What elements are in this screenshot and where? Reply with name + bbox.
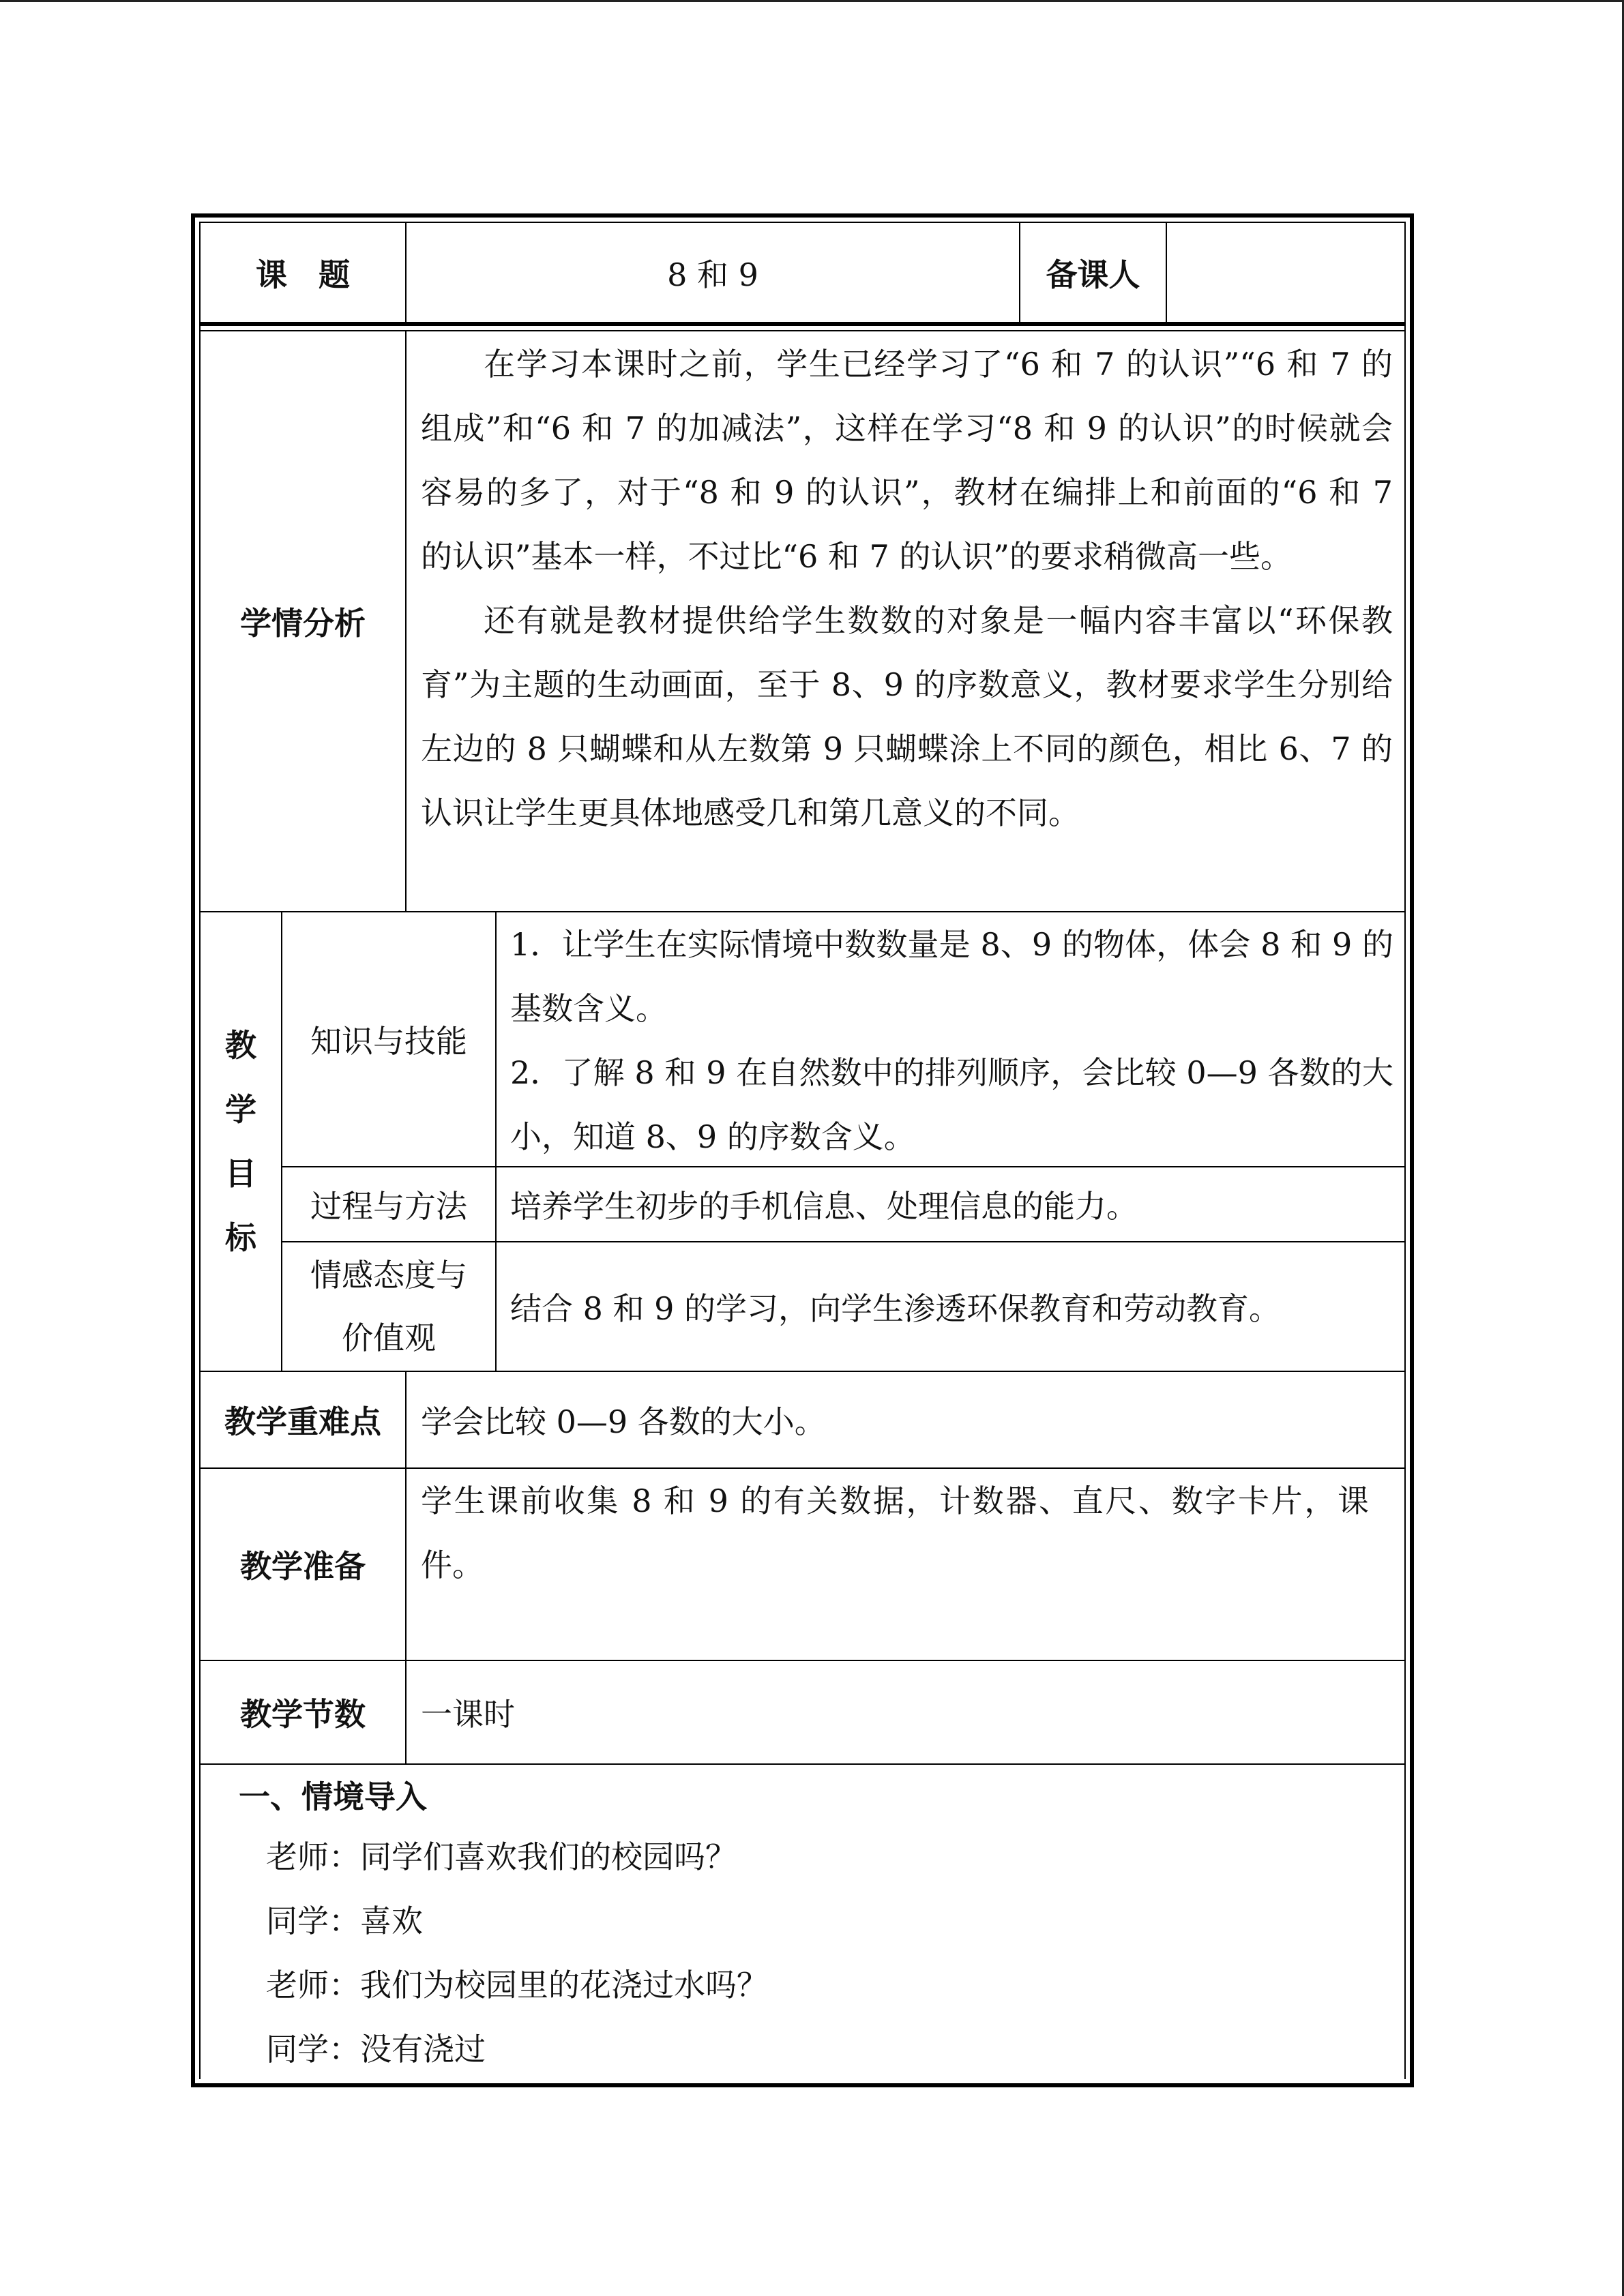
process-label: 过程与方法 xyxy=(310,1188,467,1225)
analysis-text xyxy=(421,332,1393,845)
divider xyxy=(405,331,407,911)
dialogue-line: 同学：喜欢 xyxy=(266,1903,423,1939)
divider xyxy=(405,1661,407,1763)
emotion-label-line: 价值观 xyxy=(342,1320,436,1356)
header-bottom-rule xyxy=(199,322,1406,326)
analysis-paragraph: 还有就是教材提供给学生数数的对象是一幅内容丰富以“环保教育”为主题的生动画面，至于 8、9 的序数意义，教材要求学生分别给左边的 8 只蝴蝶和从左数第 9 只蝴蝶涂上不同的颜色，相比 6、7 的认识让学生更具体地感受几和第几意义的不同。 xyxy=(421,602,1393,831)
emotion-label-line: 情感态度与 xyxy=(310,1257,467,1294)
objectives-label-char: 目 xyxy=(225,1155,256,1192)
preparation-text: 学生课前收集 8 和 9 的有关数据，计数器、直尺、数字卡片，课件。 xyxy=(421,1482,1369,1583)
preparer-value xyxy=(1167,223,1404,322)
objectives-label xyxy=(201,912,281,1371)
knowledge-item: 2．了解 8 和 9 在自然数中的排列顺序，会比较 0—9 各数的大小，知道 8、9 的序数含义。 xyxy=(510,1054,1393,1155)
key-points-label: 教学重难点 xyxy=(224,1403,381,1440)
preparer-label: 备课人 xyxy=(1046,256,1140,293)
dialogue-line: 老师：同学们喜欢我们的校园吗？ xyxy=(266,1838,737,1875)
divider xyxy=(405,1372,407,1467)
objectives-label-char: 教 xyxy=(225,1027,256,1064)
dialogue-line: 同学：没有浇过 xyxy=(266,2031,486,2068)
key-points-text: 学会比较 0—9 各数的大小。 xyxy=(421,1403,826,1440)
knowledge-text xyxy=(510,912,1393,1169)
dialogue-line: 老师：我们为校园里的花浇过水吗？ xyxy=(266,1967,768,2003)
periods-label: 教学节数 xyxy=(240,1696,366,1733)
process-text: 培养学生初步的手机信息、处理信息的能力。 xyxy=(510,1188,1138,1225)
objectives-label-char: 标 xyxy=(225,1219,256,1256)
analysis-paragraph: 在学习本课时之前，学生已经学习了“6 和 7 的认识”“6 和 7 的组成”和“6 和 7 的加减法”，这样在学习“8 和 9 的认识”的时候就会容易的多了，对于“8 和 9 的认识”，教材在编排上和前面的“6 和 7 的认识”基本一样，不过比“6 和 7 的认识”的要求稍微高一些。 xyxy=(421,346,1393,575)
divider xyxy=(495,912,497,1371)
divider xyxy=(405,1469,407,1660)
knowledge-label: 知识与技能 xyxy=(310,1023,467,1060)
section-heading: 一、情境导入 xyxy=(239,1778,427,1815)
topic-value: 8 和 9 xyxy=(667,256,758,293)
emotion-text: 结合 8 和 9 的学习，向学生渗透环保教育和劳动教育。 xyxy=(510,1290,1281,1327)
page-top-border xyxy=(0,0,1624,2)
preparation-label: 教学准备 xyxy=(240,1548,366,1585)
analysis-label: 学情分析 xyxy=(240,605,366,642)
knowledge-item: 1．让学生在实际情境中数数量是 8、9 的物体，体会 8 和 9 的基数含义。 xyxy=(510,926,1393,1027)
periods-text: 一课时 xyxy=(421,1696,515,1733)
topic-label: 课 题 xyxy=(256,256,350,293)
emotion-label xyxy=(282,1242,495,1371)
objectives-label-char: 学 xyxy=(225,1091,256,1128)
dialogue xyxy=(266,1825,1357,2081)
